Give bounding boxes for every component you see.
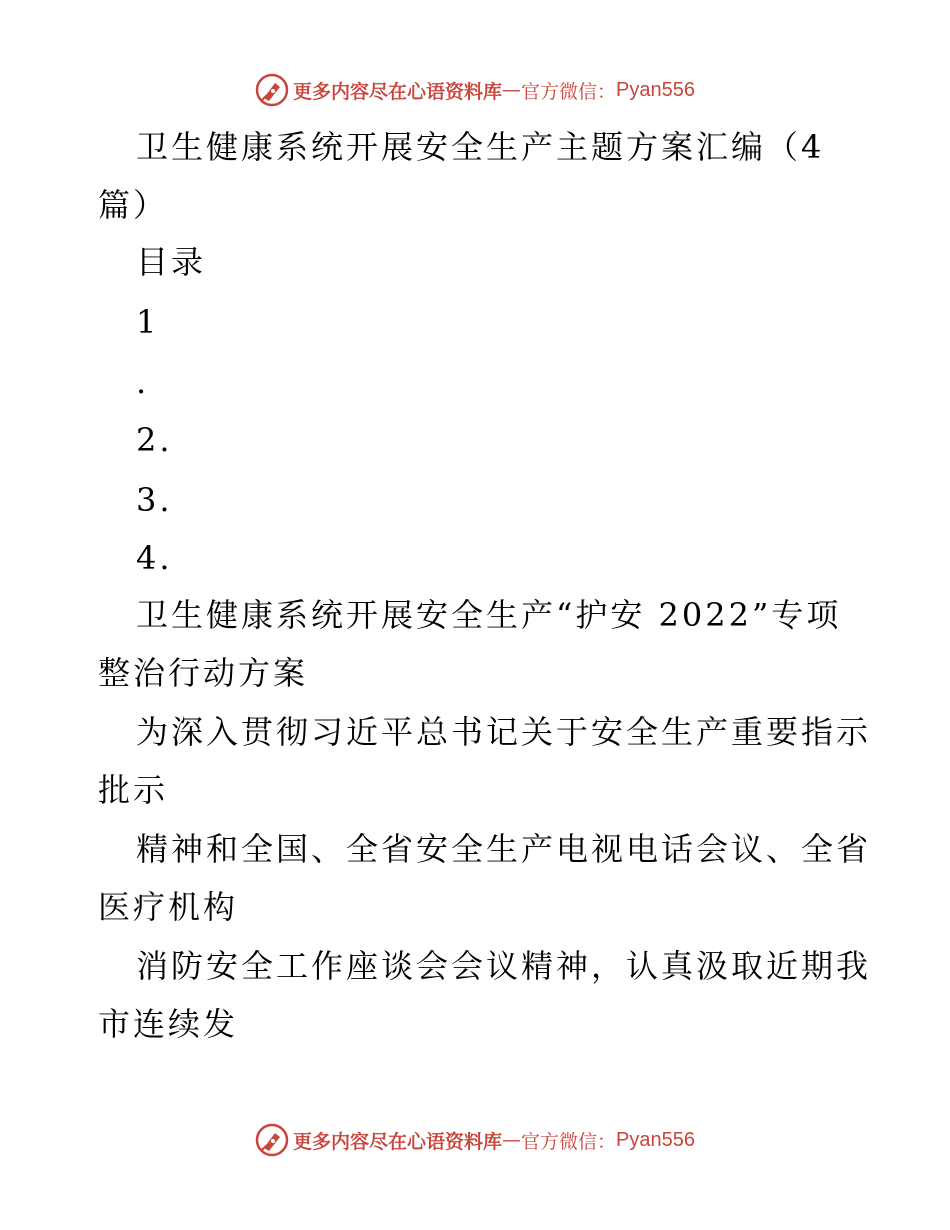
watermark-separator: — [502,1129,522,1151]
toc-item: 2. [136,421,173,459]
footer-watermark [0,1120,950,1160]
watermark-wechat-label: 官方微信： [521,80,617,103]
section-title-line1: 卫生健康系统开展安全生产“护安 2022”专项 [136,596,842,634]
body-paragraph-line: 为深入贯彻习近平总书记关于安全生产重要指示 [136,713,872,751]
toc-item: 3. [136,481,173,519]
pen-nib-logo-icon [255,1123,289,1157]
body-paragraph-line: 市连续发 [98,1005,239,1043]
watermark-wechat-id: Pyan556 [616,78,695,101]
document-title-line1: 卫生健康系统开展安全生产主题方案汇编（4 [136,128,825,166]
toc-item: 1 [136,303,160,341]
watermark-text: 更多内容尽在心语资料库 [293,80,503,103]
watermark-text: 更多内容尽在心语资料库 [293,1130,503,1153]
body-paragraph-line: 精神和全国、全省安全生产电视电话会议、全省 [136,830,872,868]
toc-item: 4. [136,539,173,577]
toc-heading: 目录 [136,243,207,281]
document-title-line2: 篇） [98,186,169,224]
body-paragraph-line: 消防安全工作座谈会会议精神，认真汲取近期我 [136,947,872,985]
header-watermark [0,70,950,110]
watermark-separator: — [502,79,522,101]
pen-nib-logo-icon [255,73,289,107]
watermark-wechat-id: Pyan556 [616,1128,695,1151]
toc-item: . [136,363,150,401]
body-paragraph-line: 医疗机构 [98,888,239,926]
section-title-line2: 整治行动方案 [98,654,309,692]
watermark-wechat-label: 官方微信： [521,1130,617,1153]
body-paragraph-line: 批示 [98,771,169,809]
